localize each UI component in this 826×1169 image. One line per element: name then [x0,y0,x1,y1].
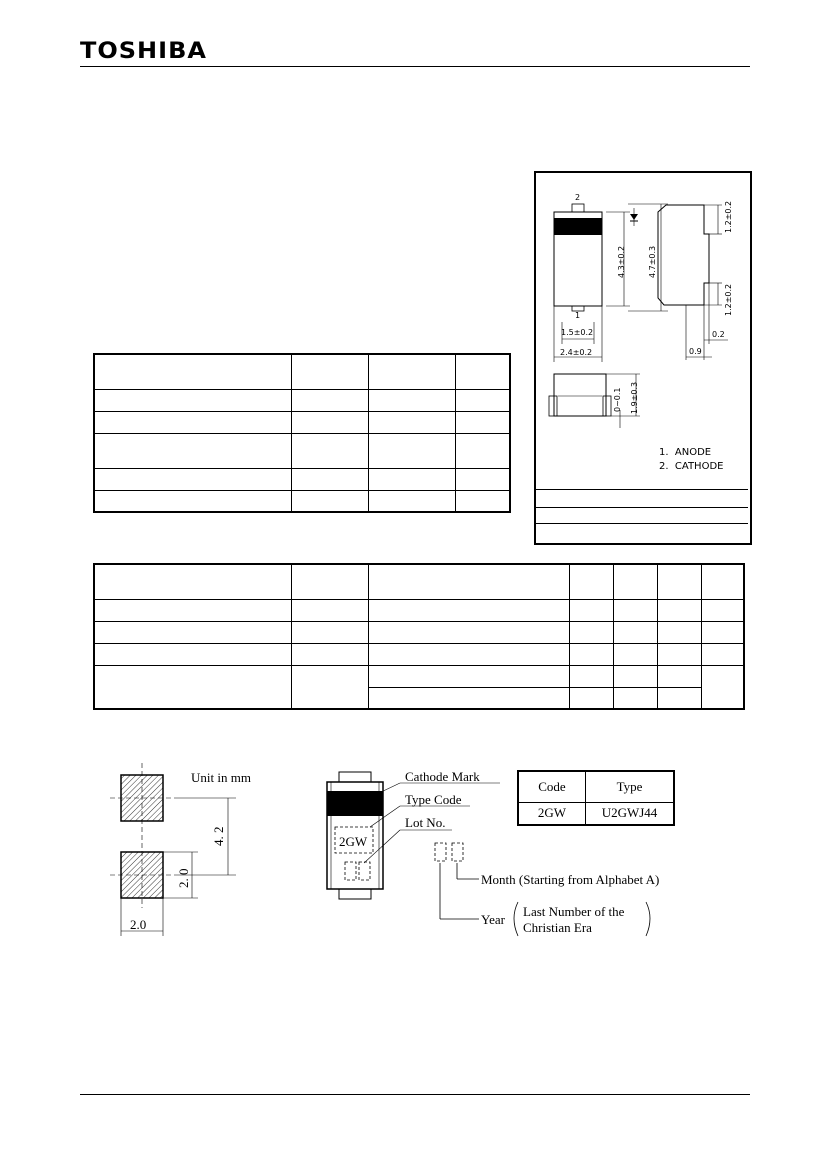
table-row [518,802,674,825]
code-type-table [517,770,675,826]
dim-pad-height: 2. 0 [176,868,191,888]
dim-side-width: 0.9 [689,347,702,356]
footer-rule [80,1094,750,1095]
month-label: Month (Starting from Alphabet A) [481,872,660,887]
year-note-line-2: Christian Era [523,920,592,935]
lot-no-label: Lot No. [405,815,446,830]
dim-total-length: 4.7±0.3 [648,245,657,278]
dim-pad-width: 2.0 [130,917,147,932]
type-cell: U2GWJ44 [586,802,675,825]
dim-outer-width: 2.4±0.2 [560,348,593,357]
cathode-mark-label: Cathode Mark [405,769,480,784]
pin-1-label: 1 [575,311,581,320]
unit-label: Unit in mm [191,770,251,785]
pin-legend-cathode: 2. CATHODE [659,461,724,472]
pin-legend-anode: 1. ANODE [659,447,712,458]
code-cell: 2GW [518,802,586,825]
code-header: Code [518,771,586,802]
dim-standoff: 0~0.1 [613,387,622,412]
year-label: Year [481,912,505,927]
dim-bottom-lead: 1.2±0.2 [724,283,733,316]
year-note-line-1: Last Number of the [523,904,625,919]
dim-pitch: 4. 2 [211,826,226,846]
toshiba-logo: TOSHIBA [80,38,207,64]
type-code-label: Type Code [405,792,462,807]
code-on-body: 2GW [339,834,368,849]
dim-body-length: 4.3±0.2 [617,245,626,278]
dim-height: 1.9±0.3 [630,381,639,414]
dim-lead-thickness: 0.2 [712,330,725,339]
dim-top-lead: 1.2±0.2 [724,200,733,233]
dim-inner-width: 1.5±0.2 [561,328,594,337]
pin-2-label: 2 [575,193,581,202]
type-header: Type [586,771,675,802]
